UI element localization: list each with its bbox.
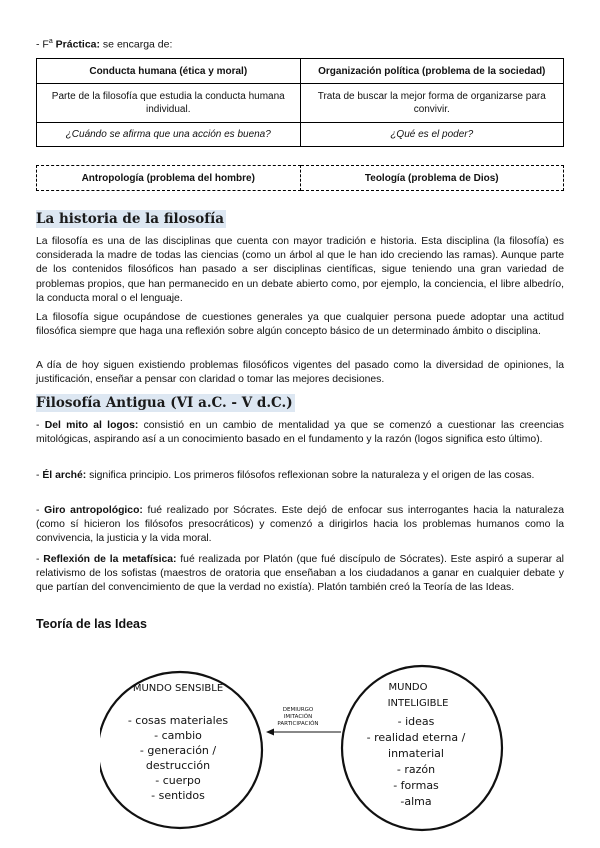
table-cell: Parte de la filosofía que estudia la conducta humana individual. <box>37 84 301 123</box>
intro-sup: a <box>48 38 53 45</box>
item-text: fué realizada por Platón (que fué discípulo de Sócrates). Este aspiró a superar al relativismo de los sofistas (maestros de oratoria que enseñaban a los ciudadanos a ganar en cualquier debate y que partían del convencimiento de que la verdad no existía). Platón también creó la Teoría de las Ideas. <box>36 554 564 594</box>
inteligible-item: inmaterial <box>388 747 444 760</box>
intro-line <box>36 38 172 51</box>
intro-label: Práctica: <box>52 38 101 51</box>
inteligible-item: - realidad eterna / <box>366 731 466 744</box>
section-heading: Filosofía Antigua (VI a.C. - V d.C.) <box>36 395 293 411</box>
item-label: Giro antropológico: <box>44 505 143 516</box>
sensible-item: - sentidos <box>151 789 205 802</box>
branches-table <box>36 165 564 191</box>
sensible-item: - generación / <box>139 744 217 757</box>
paragraph: A día de hoy siguen existiendo problemas filosóficos vigentes del pasado como la diversidad de opiniones, la justificación, enseñar a pensar con claridad o tomar las mejores decisiones. <box>36 360 564 386</box>
sensible-title: MUNDO SENSIBLE <box>132 683 224 694</box>
item-label: Él arché: <box>42 470 87 481</box>
list-item: - Reflexión de la metafísica: fué realizada por Platón (que fué discípulo de Sócrates). Este aspiró a superar al relativismo de los sofistas (maestros de oratoria que enseñaban a los ciudadanos a ganar en cualquier debate y que partían del convencimiento de que la verdad no existía). Platón también creó la Teoría de las Ideas. <box>36 554 564 594</box>
intro-prefix: - F <box>36 38 49 51</box>
inteligible-item: - formas <box>393 779 439 792</box>
item-text: consistió en un cambio de mentalidad ya que se comenzó a cuestionar las creencias mitológicas, aspirando así a un conocimiento basado en el fundamento y la razón (logos significa esto último). <box>36 420 564 446</box>
sensible-item: - cosas materiales <box>127 714 229 727</box>
paragraph: La filosofía es una de las disciplinas que cuenta con mayor tradición e historia. Esta disciplina (la filosofía) es considerada la madre de todas las ciencias (como un árbol al que le han ido creciendo las ramas). Aunque parte de los contenidos filosóficos han pasado a ser disciplinas científicas, sigue teniendo una gran variedad de problemas propios, que han permanecido en un debate abierto como, por ejemplo, la conciencia, el libre albedrío, la conducta moral o el lenguaje. <box>36 236 564 304</box>
item-label: Del mito al logos: <box>44 420 139 431</box>
list-item: - Giro antropológico: fué realizado por Sócrates. Este dejó de enfocar sus interrogantes hacia la naturaleza (como sí hicieron los filósofos presocráticos) y comenzó a dirigirlos hacia los problemas humanos como la convivencia, la justicia y la vida moral. <box>36 505 564 545</box>
section-heading: La historia de la filosofía <box>36 211 224 227</box>
table-cell: Trata de buscar la mejor forma de organizarse para convivir. <box>300 84 564 123</box>
table-header-cell: Conducta humana (ética y moral) <box>37 59 301 84</box>
arrow-head-icon <box>266 729 274 736</box>
intro-rest: se encarga de: <box>100 38 173 51</box>
subsection-heading: Teoría de las Ideas <box>36 617 147 631</box>
sensible-item: - cuerpo <box>155 774 201 787</box>
item-text: significa principio. Los primeros filósofos reflexionan sobre la naturaleza y el origen de las cosas. <box>86 470 535 481</box>
list-item: - Él arché: significa principio. Los primeros filósofos reflexionan sobre la naturaleza y el origen de las cosas. <box>36 470 535 481</box>
sensible-item: - cambio <box>154 729 202 742</box>
inteligible-title: MUNDO <box>388 682 428 693</box>
table-cell: ¿Cuándo se afirma que una acción es buena? <box>37 123 301 147</box>
inteligible-title: INTELIGIBLE <box>387 698 449 709</box>
inteligible-item: -alma <box>400 795 432 808</box>
arrow-label: PARTICIPACIÓN <box>277 721 319 727</box>
arrow-label: IMITACIÓN <box>283 714 313 720</box>
item-text: fué realizado por Sócrates. Este dejó de enfocar sus interrogantes hacia la naturaleza (como sí hicieron los filósofos presocráticos) y comenzó a dirigirlos hacia los problemas humanos como la convivencia, la justicia y la vida moral. <box>36 505 564 545</box>
inteligible-item: - razón <box>396 763 436 776</box>
ideas-diagram <box>100 640 570 845</box>
sensible-item: destrucción <box>145 759 211 772</box>
list-item: - Del mito al logos: consistió en un cambio de mentalidad ya que se comenzó a cuestionar las creencias mitológicas, aspirando así a un conocimiento basado en el fundamento y la razón (logos significa esto último). <box>36 420 564 446</box>
table-cell: ¿Qué es el poder? <box>300 123 564 147</box>
table-cell: Teología (problema de Dios) <box>300 166 564 191</box>
arrow-label: DEMIURGO <box>282 707 314 713</box>
table-cell: Antropología (problema del hombre) <box>37 166 301 191</box>
paragraph: La filosofía sigue ocupándose de cuestiones generales ya que cualquier persona puede adoptar una actitud filosófica siempre que haga una reflexión sobre algún concepto básico de un determinado ámbito o disciplina. <box>36 312 564 338</box>
table-header-cell: Organización política (problema de la sociedad) <box>300 59 564 84</box>
item-label: Reflexión de la metafísica: <box>43 554 177 565</box>
inteligible-item: - ideas <box>397 715 435 728</box>
practice-table <box>36 58 564 147</box>
